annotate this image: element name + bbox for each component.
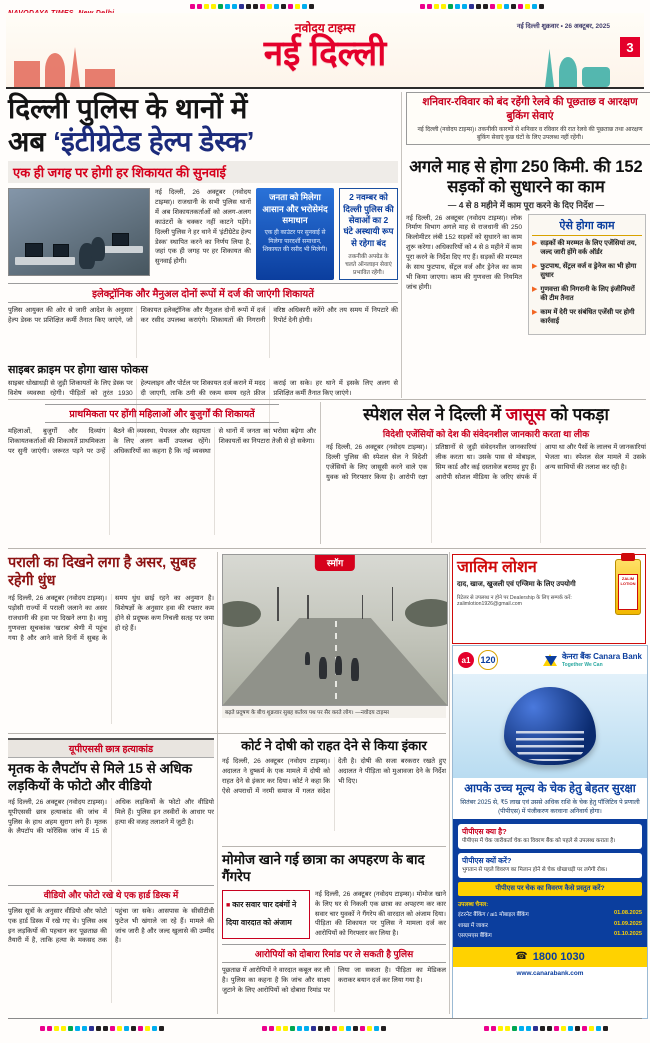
smog-story[interactable] xyxy=(8,554,214,724)
upsc-kicker: यूपीएससी छात्र हत्याकांड xyxy=(8,738,214,758)
momos-subhead: आरोपियों को दोबारा रिमांड पर ले सकती है पुलिस xyxy=(222,944,446,963)
skyline-right-decoration xyxy=(545,43,610,87)
monitor-shape xyxy=(25,243,43,257)
channel-row xyxy=(458,931,642,939)
roads-bullet-text: सड़कों की मरम्मत के लिए एजेंसियां तय, जल्द जारी होंगे वर्क ऑर्डर xyxy=(540,239,637,257)
roads-how-box xyxy=(528,214,646,335)
zalim-brand: जालिम लोशन xyxy=(457,559,537,576)
canara-website[interactable]: www.canarabank.com xyxy=(453,967,647,980)
minar-icon xyxy=(70,47,80,87)
lotion-bottle-icon xyxy=(615,559,641,615)
dome-icon xyxy=(45,53,65,87)
lead-body-4: महिलाओं, बुजुर्गों और दिव्यांग शिकायतकर्ताओं की शिकायतें प्राथमिकता पर सुनी जाएंगी। जरूरत पड़ने पर उन्हें बैठने की व्यवस्था, पेयजल और सहायता के लिए अलग कर्मी उपलब्ध रहेंगे। अधिकारियों का कहना है कि नई व्यवस्था से थानों में जनता का भरोसा बढ़ेगा और शिकायतों का निपटारा तेजी से हो सकेगा। xyxy=(8,428,316,455)
canara-name-hindi: केनरा बैंक xyxy=(561,652,591,662)
zalim-lotion-ad[interactable] xyxy=(452,554,646,644)
lead-story[interactable] xyxy=(8,92,398,437)
spy-headline-post: को पकड़ा xyxy=(545,405,609,424)
roads-bullet-text: गुणवत्ता की निगरानी के लिए इंजीनियरों की टीम तैनात xyxy=(540,285,635,303)
bottom-rule xyxy=(8,1018,642,1019)
momos-story[interactable] xyxy=(222,852,446,1012)
pedestrian-shape xyxy=(319,657,327,679)
lead-story-continued[interactable] xyxy=(8,404,316,535)
lead-standfirst: एक ही जगह पर होगी हर शिकायत की सुनवाई xyxy=(8,161,398,183)
section-rule xyxy=(8,399,646,400)
bottle-label: ZALIM LOTION xyxy=(618,574,638,610)
pps-what-body: पीपीएस में चेक जारीकर्ता चेक का विवरण बैंक को पहले से उपलब्ध कराता है। xyxy=(462,837,616,844)
roads-body: नई दिल्ली, 26 अक्टूबर (नवोदय टाइम्स)। लोक निर्माण विभाग अगले माह से राजधानी की 250 किलोमीटर लंबी 152 सड़कों को सुधारने का काम शुरू करेगा। अधिकारियों को 4 से 8 महीने में काम पूरा करने के निर्देश दिए गए हैं। सड़कों की मरम्मत के साथ फुटपाथ, सेंट्रल वर्ज और ड्रेनेज का काम भी किया जाएगा। काम की गुणवत्ता की नियमित जांच होगी। xyxy=(406,214,522,291)
channel-label: शाखा में जाकर xyxy=(458,922,488,929)
metro-icon xyxy=(582,67,610,87)
phone-icon: ☎ xyxy=(515,951,528,963)
registration-marks-bottom-left xyxy=(40,1026,164,1031)
monitor-shape xyxy=(53,244,69,257)
spy-deck: विदेशी एजेंसियों को देश की संवेदनशील जानकारी करता था लीक xyxy=(382,429,590,439)
roads-bullet-item xyxy=(532,262,642,281)
monitor-shape xyxy=(112,233,129,246)
lead-top-row xyxy=(8,188,398,280)
lamp-post-shape xyxy=(277,587,279,621)
roads-story[interactable] xyxy=(406,158,646,335)
tower-icon xyxy=(545,49,554,87)
canara-ad-headline: आपके उच्च मूल्य के चेक हेतु बेहतर सुरक्षा xyxy=(464,783,636,795)
masthead-brand: नवोदय टाइम्स xyxy=(294,21,356,35)
lead-headline xyxy=(8,92,398,158)
canara-info-section xyxy=(453,819,647,947)
registration-marks-bottom-center xyxy=(262,1026,386,1031)
pps-what-title: पीपीएस क्या है? xyxy=(462,826,507,836)
momos-body-2: पूछताछ में आरोपियों ने वारदात कबूल कर ली है। पुलिस का कहना है कि जांच और साक्ष्य जुटाने के लिए आरोपियों को दोबारा रिमांड पर लिया जा सकता है। पीड़िता का मेडिकल कराकर बयान दर्ज कर लिया गया है। xyxy=(222,967,446,994)
section-rule xyxy=(8,733,446,734)
channel-date: 01.08.2025 xyxy=(614,910,642,917)
person-shape xyxy=(91,237,105,261)
lead-body-3: साइबर धोखाधड़ी से जुड़ी शिकायतों के लिए डेस्क पर विशेष व्यवस्था रहेगी। पीड़ितों को तुरंत 1930 हेल्पलाइन और पोर्टल पर शिकायत दर्ज कराने में मदद दी जाएगी, ताकि ठगी की रकम समय रहते फ्रीज कराई जा सके। हर थाने में इसके लिए अलग से प्रशिक्षित कर्मी तैनात किए जाएंगे। xyxy=(8,380,398,398)
lead-headline-quote: ‘इंटीग्रेटेड हेल्प डेस्क’ xyxy=(53,126,255,158)
registration-marks-bottom-right xyxy=(484,1026,608,1031)
pedestrian-shape xyxy=(335,656,342,675)
fort-icon xyxy=(85,69,115,87)
pps-why-box xyxy=(458,853,642,878)
canara-bank-ad[interactable] xyxy=(452,645,648,1019)
arrow-icon: ▶ xyxy=(532,239,538,247)
pps-why-title: पीपीएस क्यों करें? xyxy=(462,855,512,865)
zalim-tagline: दाद, खाज, खुजली एवं एग्जिमा के लिए उपयोगी xyxy=(457,580,576,588)
column-rule xyxy=(217,552,218,1014)
channel-label: इंटरनेट बैंकिंग / ai1 मोबाइल बैंकिंग xyxy=(458,912,529,919)
smog-body: नई दिल्ली, 26 अक्टूबर (नवोदय टाइम्स)। पड़ोसी राज्यों में पराली जलाने का असर राजधानी की हवा पर दिखने लगा है। वायु गुणवत्ता सूचकांक ‘खराब’ श्रेणी में पहुंच गया है और आने वाले दिनों में सुबह के समय धुंध छाई रहने का अनुमान है। विशेषज्ञों के अनुसार हवा की रफ्तार कम होने से प्रदूषक कण निचली सतह पर जमा हो रहे हैं। xyxy=(8,595,214,642)
logo-triangle-blue xyxy=(545,656,557,666)
cricket-helmet-icon xyxy=(504,687,596,765)
railway-notice-title: शनिवार-रविवार को बंद रहेंगी रेलवे की पूछताछ व आरक्षण बुकिंग सेवाएं xyxy=(422,96,638,122)
helmet-visual xyxy=(453,674,647,778)
lamp-post-shape xyxy=(307,595,309,619)
section-rule xyxy=(8,548,646,549)
arrow-icon: ▶ xyxy=(532,285,538,293)
momos-row xyxy=(222,890,446,939)
upsc-headline: मृतक के लैपटॉप से मिले 15 से अधिक लड़कियों के फोटो और वीडियो xyxy=(8,761,193,793)
helmet-grill-shape xyxy=(516,731,584,761)
roads-content-row xyxy=(406,214,646,335)
dateline: नई दिल्ली शुक्रवार • 26 अक्टूबर, 2025 xyxy=(516,23,610,30)
square-bullet-icon: ■ xyxy=(226,901,233,909)
canara-name-block xyxy=(562,652,642,667)
spy-headline-pre: स्पेशल सेल ने दिल्ली में xyxy=(363,405,506,424)
lamp-post-shape xyxy=(362,595,364,619)
roads-deck: — 4 से 8 महीने में काम पूरा करने के दिए निर्देश — xyxy=(447,199,605,210)
zalim-ad-text xyxy=(457,559,611,639)
roads-bullet-text: काम में देरी पर संबंधित एजेंसी पर होगी कार्रवाई xyxy=(540,308,635,326)
roads-bullet-item xyxy=(532,239,642,258)
channel-row xyxy=(458,910,642,918)
service-closure-note: तकनीकी अपग्रेड के चलते ऑनलाइन सेवाएं प्रभावित रहेंगी। xyxy=(345,254,392,277)
channel-row xyxy=(458,921,642,929)
smog-photo xyxy=(222,554,448,706)
canara-slogan: Together We Can xyxy=(561,661,603,668)
railway-notice-body: नई दिल्ली (नवोदय टाइम्स)। तकनीकी कारणों से शनिवार व रविवार की रात रेलवे की पूछताछ तथा आरक्षण बुकिंग सेवाएं कुछ घंटों के लिए उपलब्ध नहीं रहेंगी। xyxy=(417,127,643,142)
lead-body-1: नई दिल्ली, 26 अक्टूबर (नवोदय टाइम्स)। राजधानी के सभी पुलिस थानों में अब शिकायतकर्ताओं को अलग-अलग काउंटरों के चक्कर नहीं काटने पड़ेंगे। दिल्ली पुलिस ने हर थाने में ‘इंटीग्रेटेड हेल्प डेस्क’ स्थापित करने का निर्णय लिया है, जहां एक ही जगह पर हर शिकायत की सुनवाई होगी। xyxy=(155,189,251,266)
pps-how-band: पीपीएस पर चेक का विवरण कैसे प्रस्तुत करें? xyxy=(458,882,642,897)
lead-subhead-cyber: साइबर क्राइम पर होगा खास फोकस xyxy=(8,364,148,377)
momos-headline: मोमोज खाने गई छात्रा का अपहरण के बाद गैंगरेप xyxy=(222,852,425,884)
lead-headline-line2 xyxy=(8,125,398,158)
column-rule xyxy=(401,92,402,398)
canara-logo-icon xyxy=(543,653,558,668)
service-closure-title: 2 नवम्बर को दिल्ली पुलिस की सेवाओं का 2 घंटे अस्थायी रूप से रहेगा बंद xyxy=(343,192,394,248)
section-rule xyxy=(222,846,446,847)
tree-shape xyxy=(222,601,261,627)
spy-story[interactable] xyxy=(326,402,646,543)
skyline-left-decoration xyxy=(14,43,115,87)
momos-highlight-box xyxy=(222,890,310,939)
channel-date: 01.09.2025 xyxy=(614,920,642,927)
canara-ad-intro: सितंबर 2025 से, ₹5 लाख एवं उससे अधिक राशि के चेक हेतु पॉजिटिव पे प्रणाली (पीपीएस) में पंजीकरण करवाना अनिवार्य होगा। xyxy=(460,798,640,815)
temple-icon xyxy=(559,57,577,87)
lead-highlight-body: एक ही काउंटर पर सुनवाई से मिलेगा पारदर्शी समाधान, शिकायत की रसीद भी मिलेगी। xyxy=(262,230,328,253)
momos-body-1: नई दिल्ली, 26 अक्टूबर (नवोदय टाइम्स)। मोमोज खाने के लिए घर से निकली एक छात्रा का अपहरण कर कार सवार चार युवकों ने गैंगरेप की वारदात को अंजाम दिया। पीड़िता की शिकायत पर पुलिस ने मामला दर्ज कर आरोपियों को गिरफ्तार कर लिया है। xyxy=(315,890,446,938)
roads-how-title: ऐसे होगा काम xyxy=(532,218,642,236)
arrow-icon: ▶ xyxy=(532,308,538,316)
momos-highlight-text: कार सवार चार दबंगों ने दिया वारदात को अंजाम xyxy=(226,899,297,927)
upsc-subhead: वीडियो और फोटो रखे थे एक हार्ड डिस्क में xyxy=(8,885,214,904)
lead-headline-pre: अब xyxy=(8,126,54,158)
canara-name-english: Canara Bank xyxy=(593,652,642,662)
service-closure-box xyxy=(339,188,398,280)
court-body: नई दिल्ली, 26 अक्टूबर (नवोदय टाइम्स)। अदालत ने दुष्कर्म के एक मामले में दोषी को राहत देने से इंकार कर दिया। कोर्ट ने कहा कि ऐसे अपराधों में नरमी समाज में गलत संदेश देती है। दोषी की सजा बरकरार रखते हुए अदालत ने पीड़िता को मुआवजा देने के निर्देश भी दिए। xyxy=(222,758,446,795)
upsc-body-1: नई दिल्ली, 26 अक्टूबर (नवोदय टाइम्स)। यूपीएससी छात्र हत्याकांड की जांच में पुलिस के हाथ अहम सुराग लगे हैं। मृतक के लैपटॉप की फॉरेंसिक जांच में 15 से अधिक लड़कियों के फोटो और वीडियो मिले हैं। पुलिस इन तस्वीरों के आधार पर हत्या की वजह तलाशने में जुटी है। xyxy=(8,798,214,836)
channel-date: 01.10.2025 xyxy=(614,931,642,938)
smog-photo-block[interactable] xyxy=(222,554,446,718)
pps-why-body: भुगतान से पहले विवरण का मिलान होने से चेक धोखाधड़ी पर लगेगी रोक। xyxy=(462,866,608,873)
lead-highlight-box xyxy=(256,188,334,280)
pps-what-box xyxy=(458,824,642,849)
roads-bullet-item xyxy=(532,308,642,327)
court-story[interactable] xyxy=(222,738,446,831)
roads-headline: अगले माह से होगा 250 किमी. की 152 सड़कों को सुधारने का काम xyxy=(409,158,643,196)
desk-shape xyxy=(15,257,75,265)
lead-subhead-electronic: इलेक्ट्रॉनिक और मैनुअल दोनों रूपों में दर्ज की जाएंगी शिकायतें xyxy=(8,283,398,303)
column-rule xyxy=(320,402,321,544)
years-badge: 120 xyxy=(478,650,498,670)
pedestrian-shape xyxy=(351,658,359,681)
upsc-story[interactable] xyxy=(8,738,214,1003)
tree-shape xyxy=(405,599,448,627)
upsc-body-2: पुलिस सूत्रों के अनुसार वीडियो और फोटो एक हार्ड डिस्क में रखे गए थे। पुलिस अब इन लड़कियों की पहचान कर पूछताछ की तैयारी में है, ताकि हत्या के मकसद तक पहुंचा जा सके। आसपास के सीसीटीवी फुटेज भी खंगाले जा रहे हैं। मामले की जांच जारी है और जल्द खुलासे की उम्मीद है। xyxy=(8,907,214,945)
court-headline: कोर्ट ने दोषी को राहत देने से किया इंकार xyxy=(241,738,427,753)
spy-body: नई दिल्ली, 26 अक्टूबर (नवोदय टाइम्स)। दिल्ली पुलिस की स्पेशल सेल ने विदेशी एजेंसियों के लिए जासूसी करने वाले एक युवक को गिरफ्तार किया है। आरोपी रक्षा प्रतिष्ठानों से जुड़ी संवेदनशील जानकारियां लीक करता था। उसके पास से मोबाइल, सिम कार्ड और कई दस्तावेज बरामद हुए हैं। आरोपी सोशल मीडिया के जरिए संपर्क में आया था और पैसों के लालच में जानकारियां भेजता था। स्पेशल सेल मामले में उसके अन्य साथियों की तलाश कर रही है। xyxy=(326,444,646,481)
monument-icon xyxy=(14,61,40,87)
masthead-title: नई दिल्ली xyxy=(263,34,387,73)
lamp-post-shape xyxy=(392,587,394,621)
roads-bullet-item xyxy=(532,285,642,304)
lead-highlight-title: जनता को मिलेगा आसान और भरोसेमंद समाधान xyxy=(262,192,328,225)
channel-label: एसएमएस बैंकिंग xyxy=(458,933,492,940)
photo-tab-label: स्मॉग xyxy=(315,554,355,571)
zalim-contact-note[interactable]: रिटेलर से उपलब्ध न होने पर Dealership के लिए सम्पर्क करें: zalimlotion1926@gmail.com xyxy=(457,594,572,607)
arrow-icon: ▶ xyxy=(532,262,538,270)
masthead xyxy=(6,13,644,89)
spy-headline xyxy=(326,402,646,425)
spy-headline-keyword: जासूस xyxy=(505,405,546,424)
lead-body-2: पुलिस आयुक्त की ओर से जारी आदेश के अनुसार हेल्प डेस्क पर प्रशिक्षित कर्मी तैनात किए जाएंगे, जो शिकायत इलेक्ट्रॉनिक और मैनुअल दोनों रूपों में दर्ज कर रसीद उपलब्ध कराएंगे। शिकायतों की निगरानी वरिष्ठ अधिकारी करेंगे और तय समय में निपटारे की रिपोर्ट देनी होगी। xyxy=(8,307,398,325)
registration-marks-top xyxy=(190,4,314,9)
channels-title: उपलब्ध चैनल: xyxy=(458,902,489,909)
lead-photo xyxy=(8,188,150,276)
page-number: 3 xyxy=(620,37,640,57)
roads-bullet-text: फुटपाथ, सेंट्रल वर्ज व ड्रेनेज का भी होगा सुधार xyxy=(540,262,637,280)
photo-caption: बढ़ते प्रदूषण के बीच शुक्रवार सुबह कर्तव्य पथ पर सैर करते लोग। —नवोदय टाइम्स xyxy=(222,706,446,718)
lead-subhead-priority: प्राथमिकता पर होंगी महिलाओं और बुजुर्गों की शिकायतें xyxy=(45,404,279,423)
canara-phone[interactable]: 1800 1030 xyxy=(532,950,585,963)
railway-notice[interactable] xyxy=(406,92,650,145)
canara-phone-strip xyxy=(453,947,647,967)
canara-logo-row xyxy=(453,646,647,674)
lead-headline-line1: दिल्ली पुलिस के थानों में xyxy=(8,93,248,124)
smog-headline: पराली का दिखने लगा है असर, सुबह रहेगी धुंध xyxy=(8,555,197,590)
pedestrian-shape xyxy=(305,652,310,665)
ai1-app-badge: a1 xyxy=(458,652,474,668)
canara-headline-block xyxy=(453,778,647,819)
registration-marks-top-right xyxy=(420,4,544,9)
column-rule xyxy=(449,552,450,1014)
bottle-cap-shape xyxy=(621,553,635,561)
